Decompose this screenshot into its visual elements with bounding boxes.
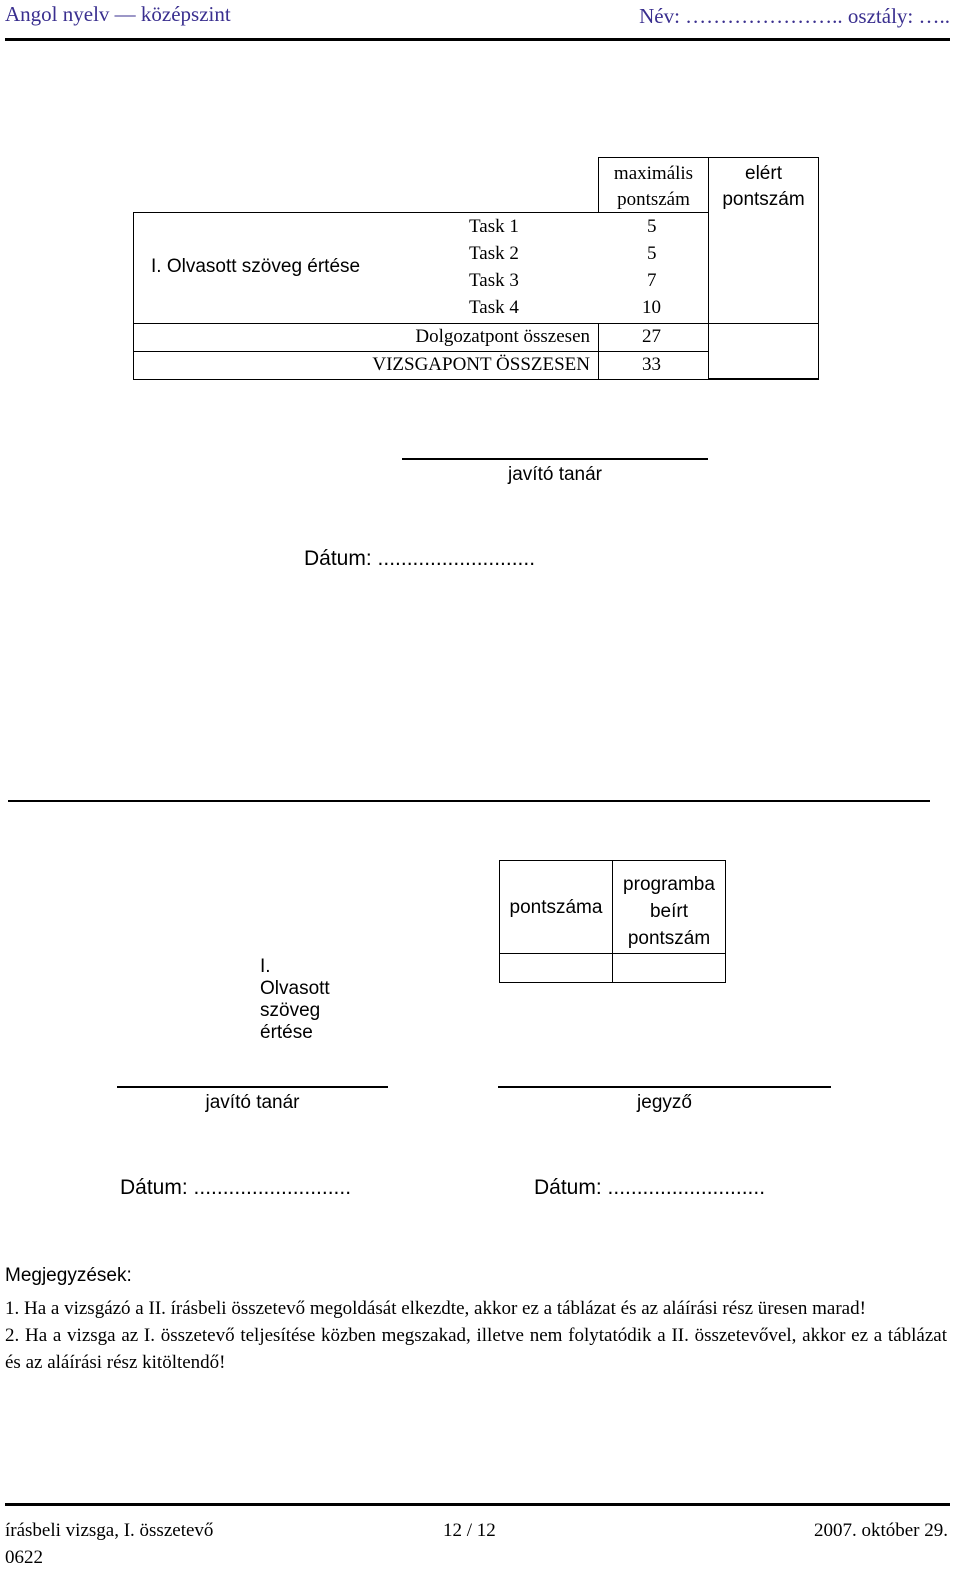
col-achieved-label: elért pontszám (722, 163, 805, 210)
note-item-2: 2. Ha a vizsga az I. összetevő teljesítése közben megszakad, illetve nem folytatódik a II. összetevővel, akkor ez a táblázat és az aláírási rész kitöltendő! (5, 1325, 947, 1373)
footer-exam-part: írásbeli vizsga, I. összetevő (5, 1520, 214, 1541)
program-row-label: I. Olvasott szöveg értése (260, 956, 330, 1043)
signature-label-teacher: javító tanár (508, 464, 602, 485)
task-2-label: Task 2 (469, 243, 519, 264)
task-4-label: Task 4 (469, 297, 519, 318)
task-4-max: 10 (642, 297, 661, 318)
section-label: I. Olvasott szöveg értése (151, 256, 361, 277)
header-subject: Angol nyelv — középszint (5, 2, 231, 26)
task-3-max: 7 (647, 270, 657, 291)
col-achieved-header (708, 157, 819, 213)
total-label: VIZSGAPONT ÖSSZESEN (372, 354, 590, 375)
program-row-divider (499, 953, 726, 983)
total-max: 33 (642, 354, 661, 375)
program-header: programba beírt pontszám (623, 874, 715, 949)
notes-title: Megjegyzések: (5, 1265, 132, 1286)
footer-code: 0622 (5, 1547, 43, 1568)
footer-rule (5, 1503, 950, 1506)
task-2-max: 5 (647, 243, 657, 264)
total-max-cell (598, 351, 709, 380)
header-rule (5, 38, 950, 41)
note-item-1: 1. Ha a vizsgázó a II. írásbeli összetevő megoldását elkezdte, akkor ez a táblázat és az aláírási rész üresen marad! (5, 1298, 866, 1319)
signature-label-teacher-2: javító tanár (205, 1092, 300, 1113)
signature-line-notary (498, 1086, 831, 1088)
date-notary: Dátum: ........................... (534, 1176, 766, 1199)
footer-date: 2007. október 29. (813, 1520, 948, 1541)
col-max-header (598, 157, 709, 213)
signature-line-teacher-2 (117, 1086, 388, 1088)
subtotal-max-cell (598, 323, 709, 352)
total-label-cell (133, 351, 599, 380)
signature-line-teacher (402, 458, 708, 460)
subtotal-label: Dolgozatpont összesen (415, 326, 590, 347)
header-name-class: Név: ………………….. osztály: ….. (639, 4, 950, 28)
task-1-max: 5 (647, 216, 657, 237)
achieved-total-cell (708, 323, 819, 380)
task-3-label: Task 3 (469, 270, 519, 291)
points-header: pontszáma (509, 897, 603, 918)
signature-label-notary: jegyző (637, 1092, 692, 1113)
date-teacher-2: Dátum: ........................... (120, 1176, 352, 1199)
score-table (133, 157, 819, 380)
notes-section (5, 1262, 947, 1376)
subtotal-max: 27 (642, 326, 661, 347)
footer-page-number: 12 / 12 (443, 1520, 496, 1541)
section-separator (8, 800, 930, 802)
subtotal-label-cell (133, 323, 599, 352)
task-1-label: Task 1 (469, 216, 519, 237)
date-teacher: Dátum: ........................... (304, 547, 536, 570)
col-max-label: maximális pontszám (613, 163, 694, 210)
